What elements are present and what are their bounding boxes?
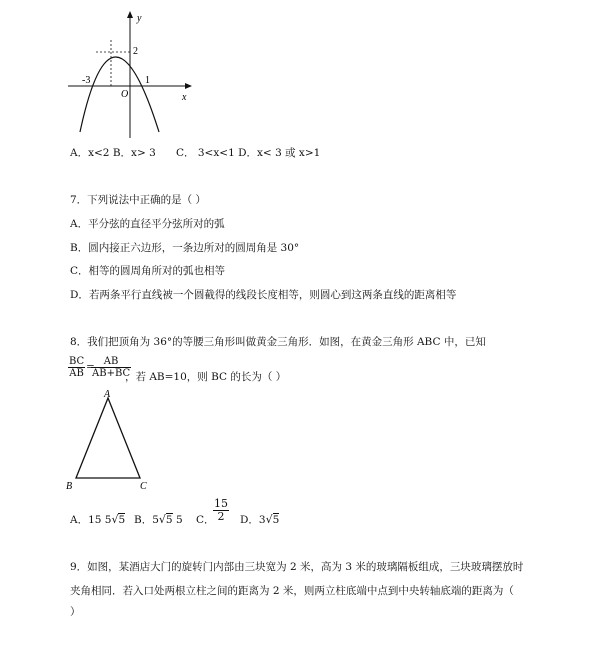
q8-option-b-radicand: 5 xyxy=(165,514,173,526)
q8-equals: = xyxy=(86,361,95,373)
sqrt-icon: √ xyxy=(111,513,119,526)
q8-frac2-num: AB xyxy=(91,356,131,368)
q8-option-d-radicand: 5 xyxy=(272,514,280,526)
vertex-a-label: A xyxy=(104,389,111,400)
y-label: y xyxy=(137,13,142,24)
parabola-graph xyxy=(66,8,196,140)
x-axis-arrow xyxy=(185,83,192,89)
q8-option-a-text: A．15 5 xyxy=(70,514,112,526)
q8-option-b-tail: 5 xyxy=(175,514,183,526)
q8-option-a-radicand: 5 xyxy=(118,514,126,526)
x-tick-neg3: -3 xyxy=(82,75,91,86)
q7-stem: 7．下列说法中正确的是（ ） xyxy=(70,194,207,206)
vertex-b-label: B xyxy=(66,481,73,492)
q6-option-a[interactable]: A．x<2 B．x> 3 xyxy=(70,147,156,159)
origin-label: O xyxy=(121,89,129,100)
q9-line2: 夹角相同．若入口处两根立柱之间的距离为 2 米，则两立柱底端中点到中央转轴底端的距离为（ xyxy=(70,585,514,597)
q8-option-b-text: B．5 xyxy=(134,514,159,526)
q8-option-d-text: D．3 xyxy=(240,514,266,526)
q7-option-a[interactable]: A．平分弦的直径平分弦所对的弧 xyxy=(70,218,225,230)
vertex-c-label: C xyxy=(140,481,147,492)
q7-option-c[interactable]: C．相等的圆周角所对的弧也相等 xyxy=(70,265,226,277)
q8-option-d[interactable] xyxy=(240,513,279,527)
q9-line1: 9．如图，某酒店大门的旋转门内部由三块宽为 2 米，高为 3 米的玻璃隔板组成，三块玻璃摆放时 xyxy=(70,561,524,573)
x-label: x xyxy=(182,92,187,103)
q8-stem-tail: ，若 AB=10，则 BC 的长为（ ） xyxy=(125,371,287,383)
sqrt-icon: √ xyxy=(158,513,166,526)
q8-option-c-num: 15 xyxy=(214,497,228,510)
parabola-curve xyxy=(80,57,159,132)
q8-frac1-den: AB xyxy=(69,368,84,379)
q7-option-b[interactable]: B．圆内接正六边形，一条边所对的圆周角是 30° xyxy=(70,242,300,254)
q7-option-d[interactable]: D．若两条平行直线被一个圆截得的线段长度相等，则圆心到这两条直线的距离相等 xyxy=(70,289,457,301)
triangle-abc xyxy=(76,398,140,478)
x-tick-1: 1 xyxy=(145,75,150,86)
q9-line3: ） xyxy=(70,606,81,618)
golden-triangle xyxy=(62,388,154,492)
sqrt-icon: √ xyxy=(265,513,273,526)
q8-option-c-label[interactable]: C． xyxy=(196,514,215,526)
q8-option-a[interactable] xyxy=(70,513,125,527)
q8-option-c-den: 2 xyxy=(217,510,225,523)
q8-stem: 8．我们把顶角为 36°的等腰三角形叫做黄金三角形．如图，在黄金三角形 ABC 中，已知 xyxy=(70,336,486,348)
q8-frac1-num: BC xyxy=(69,356,85,367)
q6-option-c[interactable]: C． 3<x<1 D．x< 3 或 x>1 xyxy=(176,147,321,159)
q8-option-c-fraction xyxy=(213,498,229,523)
q8-fraction-bc-ab xyxy=(68,356,85,379)
y-tick-2: 2 xyxy=(133,46,138,57)
q8-option-b[interactable] xyxy=(134,513,183,527)
y-axis-arrow xyxy=(127,11,133,18)
q8-frac2-den: AB+BC xyxy=(92,368,131,379)
